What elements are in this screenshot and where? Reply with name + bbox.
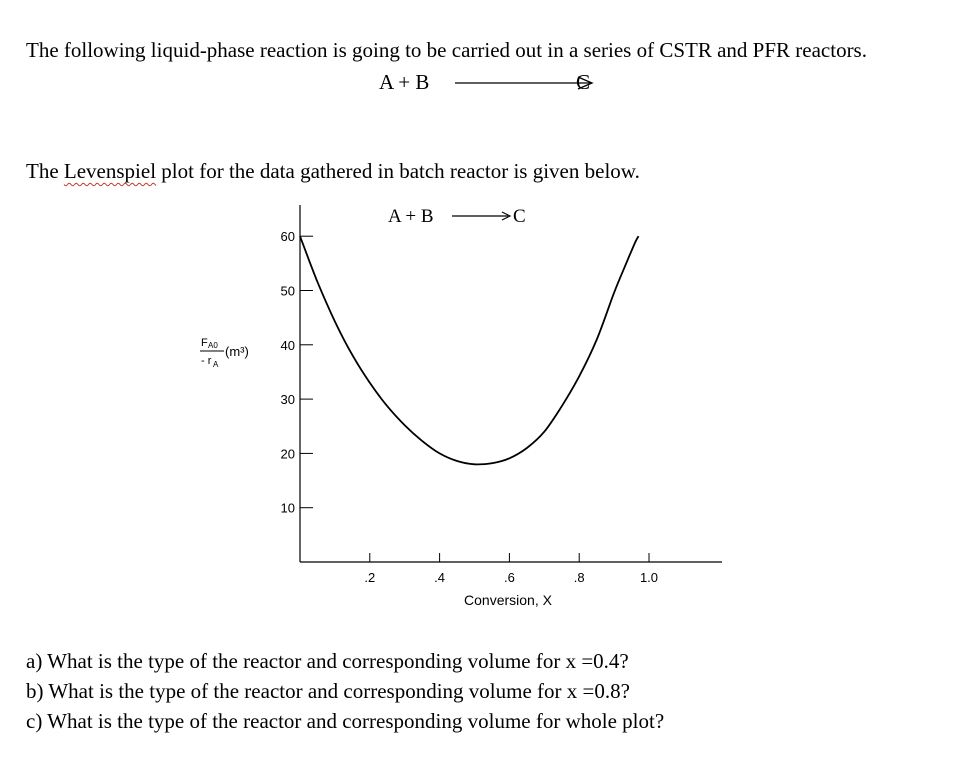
x-ticks (364, 553, 658, 585)
levenspiel-word: Levenspiel (63, 159, 157, 183)
y-tick-label: 60 (280, 229, 295, 245)
levenspiel-curve (300, 236, 639, 464)
reaction-product: C (576, 70, 591, 94)
y-tick-label: 40 (280, 337, 295, 353)
x-tick-label: 1.0 (639, 570, 659, 585)
ylabel-units: (m³) (225, 344, 249, 359)
intro-sentence: The following liquid-phase reaction is going to be carried out in a series of CSTR and PFR reactors. (26, 38, 867, 62)
ylabel-denominator-sub: A (213, 360, 219, 369)
y-tick-label: 50 (280, 283, 295, 299)
reaction-reactants: A + B (379, 70, 430, 94)
ylabel-denominator: - r (201, 355, 212, 367)
question-c: c) What is the type of the reactor and corresponding volume for whole plot? (26, 709, 665, 733)
x-tick-label: .4 (434, 570, 446, 585)
x-tick-label: .2 (364, 570, 376, 585)
y-axis-label (200, 337, 249, 369)
x-tick-label: .6 (503, 570, 515, 585)
chart-title-reactants: A + B (388, 206, 434, 227)
y-ticks (281, 229, 313, 516)
x-tick-label: .8 (573, 570, 585, 585)
question-b: b) What is the type of the reactor and corresponding volume for x =0.8? (26, 679, 630, 703)
levenspiel-suffix: plot for the data gathered in batch reactor is given below. (156, 159, 640, 183)
x-axis-label: Conversion, X (464, 592, 552, 608)
chart-title (388, 206, 526, 227)
ylabel-numerator-sub: A0 (208, 341, 218, 350)
y-tick-label: 20 (280, 446, 295, 462)
question-a: a) What is the type of the reactor and corresponding volume for x =0.4? (26, 649, 629, 673)
y-tick-label: 10 (280, 500, 295, 516)
levenspiel-prefix: The (26, 159, 64, 183)
ylabel-numerator: F (201, 337, 208, 349)
chart-title-product: C (513, 206, 526, 227)
y-tick-label: 30 (280, 392, 295, 408)
